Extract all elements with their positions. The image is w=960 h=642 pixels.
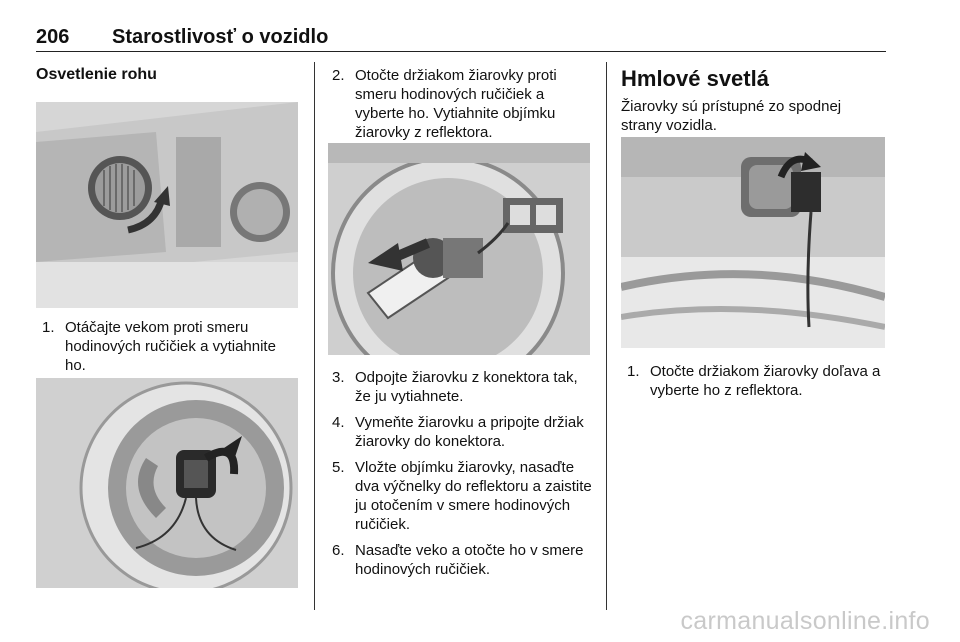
steps-bulb-removal bbox=[332, 66, 594, 149]
step-number: 6. bbox=[332, 542, 345, 559]
photo-bulb-holder bbox=[36, 378, 298, 588]
step-text: Otočte držiakom žiarovky doľava a vyberte ho z reflektora. bbox=[650, 363, 881, 399]
page-number: 206 bbox=[36, 26, 70, 48]
step-text: Otočte držiakom žiarovky proti smeru hodinových ručičiek a vyberte ho. Vytiahnite objímku žiarovky z reflektora. bbox=[355, 67, 557, 141]
column-divider-2 bbox=[606, 62, 607, 610]
step-text: Otáčajte vekom proti smeru hodinových ručičiek a vytiahnite ho. bbox=[65, 319, 276, 374]
step-number: 3. bbox=[332, 369, 345, 386]
steps-bulb-replacement bbox=[332, 368, 594, 586]
chapter-title: Starostlivosť o vozidlo bbox=[112, 26, 329, 48]
step-item bbox=[332, 458, 594, 534]
step-item bbox=[42, 318, 298, 375]
step-item bbox=[332, 368, 594, 406]
step-number: 2. bbox=[332, 67, 345, 84]
step-number: 1. bbox=[42, 319, 55, 336]
step-item bbox=[332, 66, 594, 142]
step-item bbox=[332, 541, 594, 579]
step-text: Nasaďte veko a otočte ho v smere hodinových ručičiek. bbox=[355, 542, 584, 578]
step-item bbox=[627, 362, 885, 400]
step-text: Vymeňte žiarovku a pripojte držiak žiarovky do konektora. bbox=[355, 414, 584, 450]
section-title-corner-lighting: Osvetlenie rohu bbox=[36, 66, 157, 83]
header-divider bbox=[36, 51, 886, 52]
fog-lights-intro: Žiarovky sú prístupné zo spodnej strany vozidla. bbox=[621, 98, 842, 134]
steps-fog-lights bbox=[627, 362, 885, 407]
step-number: 4. bbox=[332, 414, 345, 431]
step-text: Vložte objímku žiarovky, nasaďte dva výčnelky do reflektoru a zaistite ju otočením v smere hodinových ručičiek. bbox=[355, 459, 592, 533]
page-header bbox=[36, 26, 886, 52]
photo-headlamp-cover bbox=[36, 102, 298, 308]
column-divider-1 bbox=[314, 62, 315, 610]
step-text: Odpojte žiarovku z konektora tak, že ju vytiahnete. bbox=[355, 369, 578, 405]
step-number: 5. bbox=[332, 459, 345, 476]
step-item bbox=[332, 413, 594, 451]
step-number: 1. bbox=[627, 363, 640, 380]
photo-fog-light bbox=[621, 137, 885, 348]
photo-bulb-socket bbox=[328, 143, 590, 355]
section-title-fog-lights: Hmlové svetlá bbox=[621, 66, 769, 91]
steps-corner-lighting bbox=[42, 318, 298, 382]
watermark: carmanualsonline.info bbox=[680, 607, 930, 635]
